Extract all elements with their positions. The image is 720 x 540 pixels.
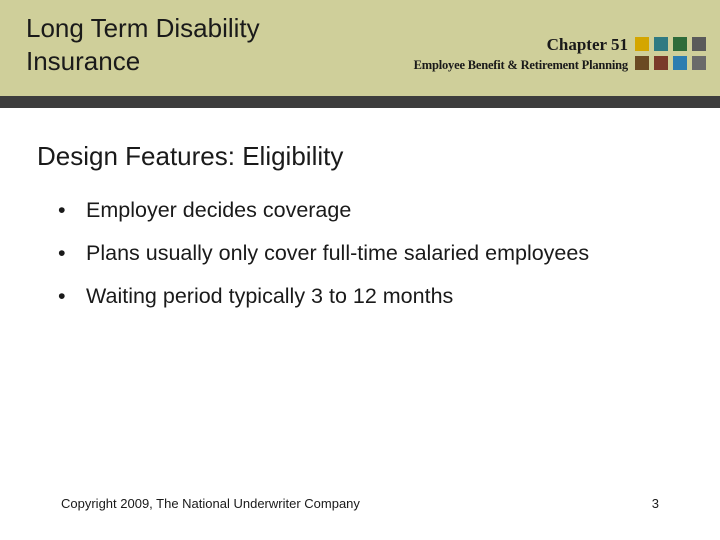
swatch-square-icon bbox=[673, 56, 687, 70]
book-subtitle: Employee Benefit & Retirement Planning bbox=[413, 58, 628, 72]
title-line-2: Insurance bbox=[26, 46, 141, 76]
title-line-1: Long Term Disability bbox=[26, 13, 260, 43]
chapter-label: Chapter 51 bbox=[546, 35, 628, 54]
bullet-icon: • bbox=[58, 284, 66, 308]
bullet-icon: • bbox=[58, 241, 66, 265]
header-divider-bar bbox=[0, 96, 720, 108]
swatch-square-icon bbox=[654, 37, 668, 51]
slide-header bbox=[0, 0, 720, 96]
copyright-footer: Copyright 2009, The National Underwriter Company bbox=[61, 496, 360, 511]
page-number: 3 bbox=[651, 496, 659, 511]
swatch-square-icon bbox=[692, 37, 706, 51]
decorative-color-swatches bbox=[635, 37, 715, 73]
bullet-text: Waiting period typically 3 to 12 months bbox=[86, 284, 454, 308]
swatch-square-icon bbox=[673, 37, 687, 51]
bullet-text: Plans usually only cover full-time salaried employees bbox=[86, 241, 590, 265]
slide-header-title bbox=[26, 12, 356, 78]
swatch-square-icon bbox=[635, 37, 649, 51]
bullet-icon: • bbox=[58, 198, 66, 222]
swatch-square-icon bbox=[654, 56, 668, 70]
bullet-text: Employer decides coverage bbox=[86, 198, 352, 222]
swatch-square-icon bbox=[692, 56, 706, 70]
slide-section-title: Design Features: Eligibility bbox=[37, 141, 344, 171]
swatch-square-icon bbox=[635, 56, 649, 70]
